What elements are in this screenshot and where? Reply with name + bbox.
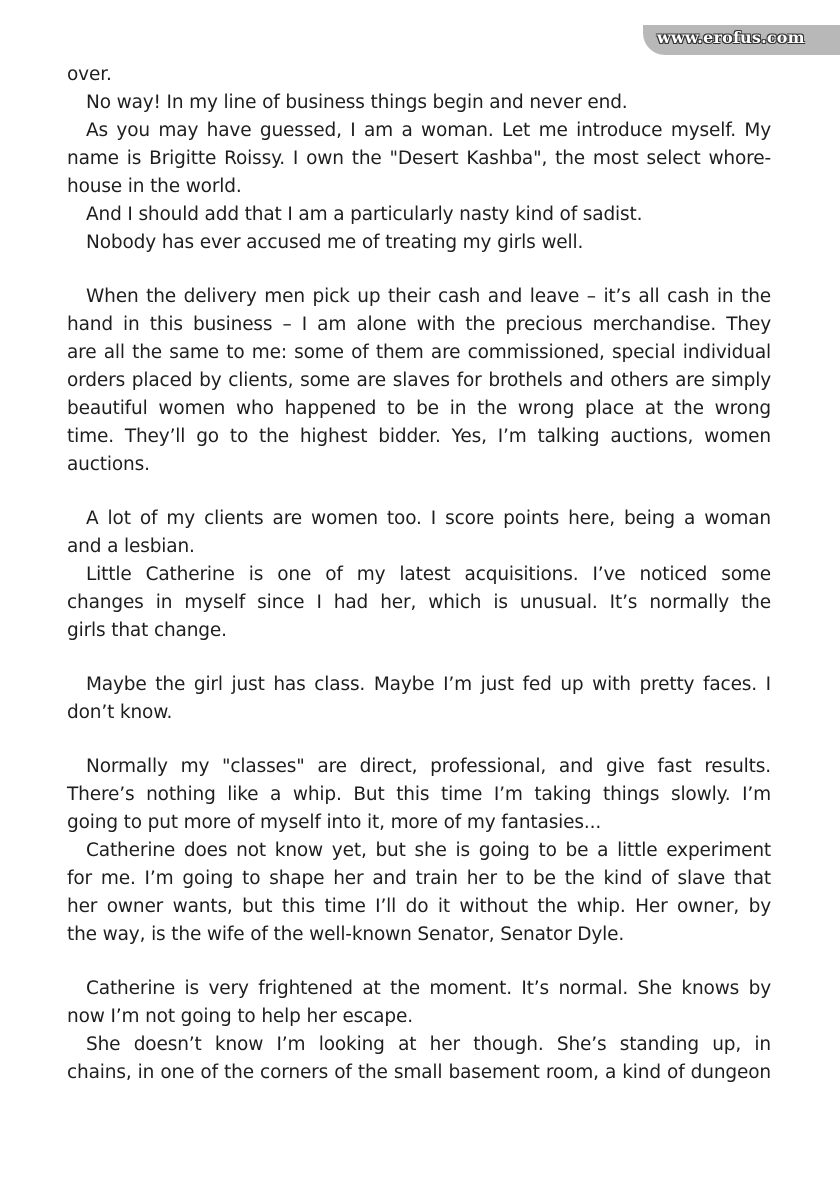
paragraph — [67, 61, 771, 89]
paragraph — [67, 89, 771, 117]
text-line: for me. I’m going to shape her and train her to be the kind of slave that — [67, 868, 771, 889]
text-line: and a lesbian. — [67, 536, 195, 557]
text-line: girls that change. — [67, 620, 227, 641]
text-line: Normally my "classes" are direct, professional, and give fast results. — [86, 756, 771, 777]
text-line: time. They’ll go to the highest bidder. Yes, I’m talking auctions, women — [67, 426, 771, 447]
paragraph-gap — [67, 949, 771, 975]
paragraph — [67, 229, 771, 257]
paragraph — [67, 505, 771, 561]
watermark-banner — [643, 25, 840, 55]
paragraph — [67, 201, 771, 229]
text-line: the way, is the wife of the well-known Senator, Senator Dyle. — [67, 924, 625, 945]
text-line: now I’m not going to help her escape. — [67, 1006, 413, 1027]
text-line: No way! In my line of business things begin and never end. — [86, 92, 628, 113]
text-line: As you may have guessed, I am a woman. Let me introduce myself. My — [86, 120, 771, 141]
text-line: her owner wants, but this time I’ll do it without the whip. Her owner, by — [67, 896, 771, 917]
text-line: don’t know. — [67, 702, 173, 723]
text-line: auctions. — [67, 454, 150, 475]
paragraph — [67, 117, 771, 201]
text-line: changes in myself since I had her, which is unusual. It’s normally the — [67, 592, 771, 613]
watermark-text: www.erofus.com — [657, 28, 805, 47]
text-line: There’s nothing like a whip. But this time I’m taking things slowly. I’m — [67, 784, 771, 805]
paragraph — [67, 671, 771, 727]
paragraph — [67, 975, 771, 1031]
text-line: hand in this business – I am alone with the precious merchandise. They — [67, 314, 771, 335]
paragraph-gap — [67, 727, 771, 753]
paragraph-gap — [67, 479, 771, 505]
text-line: Little Catherine is one of my latest acquisitions. I’ve noticed some — [86, 564, 771, 585]
text-line: house in the world. — [67, 176, 242, 197]
paragraph-gap — [67, 257, 771, 283]
text-line: Nobody has ever accused me of treating my girls well. — [86, 232, 584, 253]
text-line: going to put more of myself into it, more of my fantasies... — [67, 812, 602, 833]
paragraph — [67, 283, 771, 479]
text-line: over. — [67, 64, 112, 85]
paragraph — [67, 561, 771, 645]
text-line: orders placed by clients, some are slaves for brothels and others are simply — [67, 370, 771, 391]
text-line: name is Brigitte Roissy. I own the "Desert Kashba", the most select whore- — [67, 148, 771, 169]
text-line: chains, in one of the corners of the small basement room, a kind of dungeon — [67, 1062, 771, 1083]
text-line: When the delivery men pick up their cash and leave – it’s all cash in the — [86, 286, 771, 307]
text-line: Catherine is very frightened at the moment. It’s normal. She knows by — [86, 978, 771, 999]
paragraph-gap — [67, 645, 771, 671]
paragraph — [67, 1031, 771, 1087]
text-line: Catherine does not know yet, but she is going to be a little experiment — [86, 840, 771, 861]
text-line: are all the same to me: some of them are commissioned, special individual — [67, 342, 771, 363]
text-line: She doesn’t know I’m looking at her though. She’s standing up, in — [86, 1034, 771, 1055]
paragraph — [67, 837, 771, 949]
text-line: A lot of my clients are women too. I score points here, being a woman — [86, 508, 771, 529]
text-line: Maybe the girl just has class. Maybe I’m just fed up with pretty faces. I — [86, 674, 771, 695]
text-line: beautiful women who happened to be in the wrong place at the wrong — [67, 398, 771, 419]
paragraph — [67, 753, 771, 837]
page-body — [67, 61, 771, 1087]
text-line: And I should add that I am a particularly nasty kind of sadist. — [86, 204, 643, 225]
